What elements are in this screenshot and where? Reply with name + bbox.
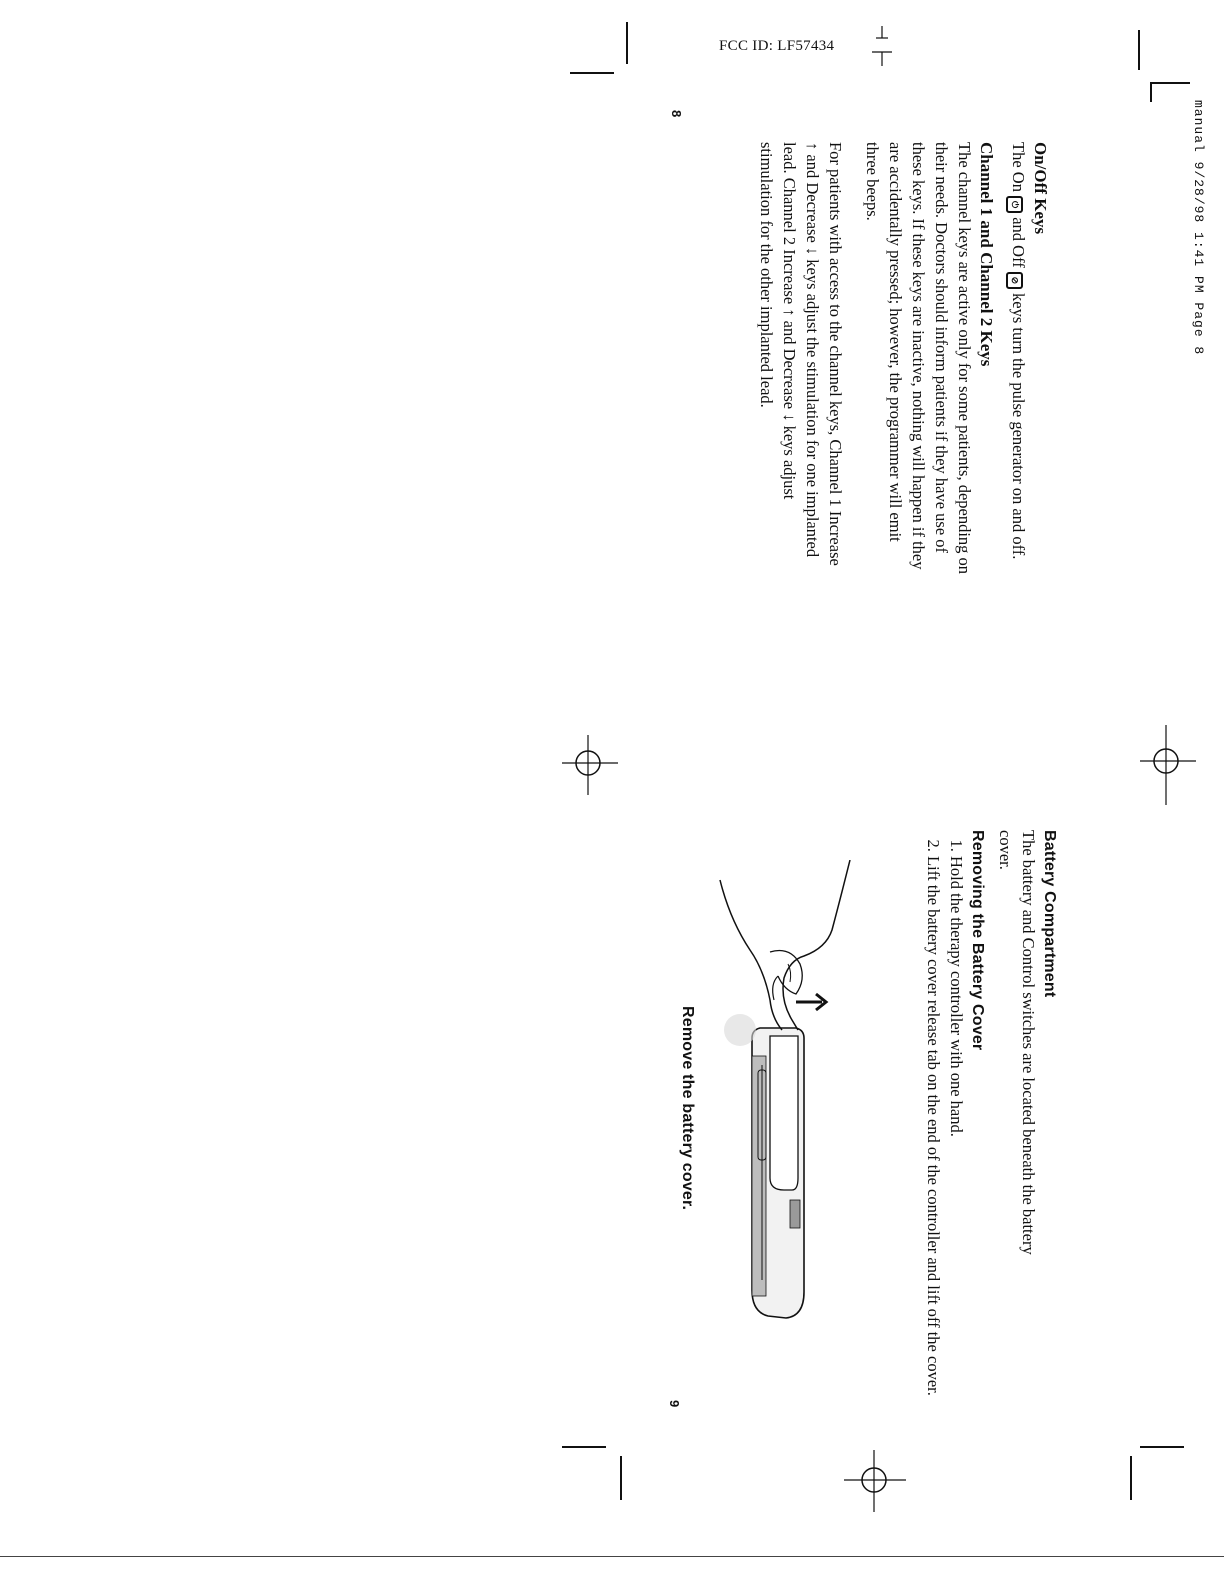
crop-mark	[562, 1446, 606, 1448]
crop-mark	[1140, 1446, 1184, 1448]
battery-line: The battery and Control switches are located beneath the battery	[1019, 830, 1038, 1255]
channel-line: three beeps.	[863, 142, 882, 221]
registration-target-icon	[1140, 725, 1200, 805]
removal-steps	[922, 830, 968, 1396]
onoff-heading: On/Off Keys	[1031, 142, 1050, 235]
crop-mark	[1138, 30, 1140, 70]
onoff-text-c: keys turn the pulse generator on and off.	[1009, 293, 1028, 560]
battery-line: cover.	[996, 830, 1015, 870]
crop-mark	[570, 72, 614, 74]
page-number-left: 8	[669, 110, 684, 118]
patients-line: For patients with access to the channel keys, Channel 1 Increase	[826, 142, 845, 566]
patients-line: ↑ and Decrease ↓ keys adjust the stimulation for one implanted	[803, 142, 822, 558]
left-page-content	[755, 142, 1050, 702]
patients-line: stimulation for the other implanted lead.	[757, 142, 776, 408]
right-page-content	[922, 830, 1058, 1396]
onoff-text-b: and Off	[1009, 217, 1028, 268]
channel-line: The channel keys are active only for some patients, depending on	[955, 142, 974, 575]
channel-line: their needs. Doctors should inform patients if they have use of	[932, 142, 951, 554]
registration-target-icon	[560, 735, 620, 795]
crop-mark	[1130, 1456, 1132, 1500]
print-header: manual 9/28/98 1:41 PM Page 8	[1191, 100, 1206, 356]
onoff-text-a: The On	[1009, 142, 1028, 192]
illustration-caption: Remove the battery cover.	[679, 1006, 696, 1211]
battery-cover-illustration	[700, 860, 880, 1330]
crop-mark	[1150, 82, 1190, 84]
battery-heading: Battery Compartment	[1041, 830, 1058, 998]
on-key-icon: ⏻	[1006, 196, 1023, 213]
page-number-right: 9	[667, 1400, 682, 1408]
onoff-paragraph	[1006, 142, 1030, 702]
channel-line: are accidentally pressed; however, the programmer will emit	[886, 142, 905, 542]
battery-paragraph	[994, 830, 1040, 1390]
channel-line: these keys. If these keys are inactive, nothing will happen if they	[909, 142, 928, 570]
crop-mark	[620, 1456, 622, 1500]
patients-paragraph	[755, 142, 847, 702]
crop-mark	[1150, 82, 1152, 102]
removing-heading: Removing the Battery Cover	[969, 830, 986, 1051]
page-edge-line	[0, 1556, 1224, 1557]
fcc-id: FCC ID: LF57434	[719, 38, 835, 54]
removal-step: 1. Hold the therapy controller with one hand.	[945, 856, 968, 1390]
off-key-icon: ⊘	[1006, 272, 1023, 289]
removal-step: 2. Lift the battery cover release tab on the end of the controller and lift off the cover.	[922, 856, 945, 1390]
crop-mark	[626, 22, 628, 64]
registration-target-icon	[840, 1446, 910, 1516]
patients-line: lead. Channel 2 Increase ↑ and Decrease ↓ keys adjust	[780, 142, 799, 500]
registration-tick-icon	[868, 20, 898, 70]
channel-paragraph	[861, 142, 976, 702]
channel-heading: Channel 1 and Channel 2 Keys	[977, 142, 996, 367]
